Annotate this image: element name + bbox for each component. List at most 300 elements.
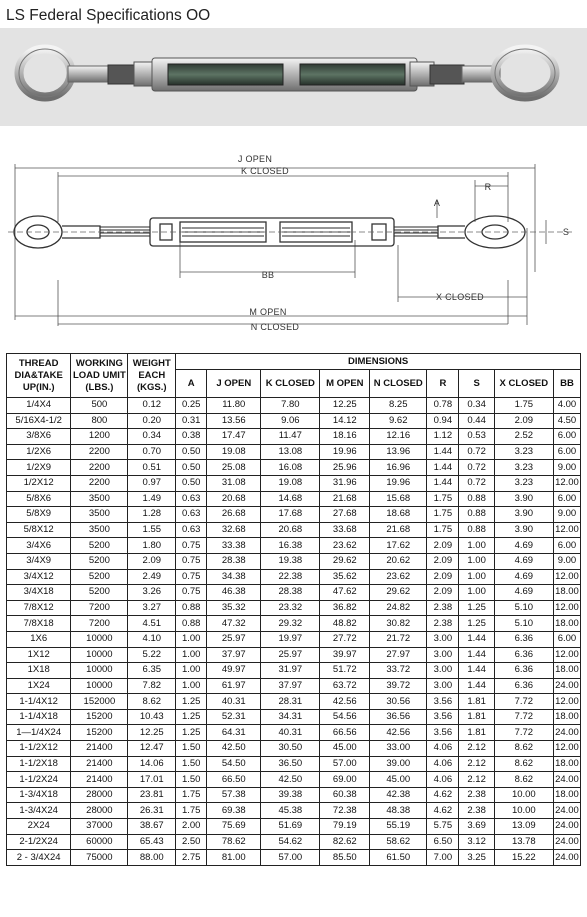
table-cell: 13.09 <box>494 819 553 835</box>
label-m-open: M OPEN <box>249 307 287 317</box>
table-cell: 2.12 <box>459 741 494 757</box>
table-cell: 0.70 <box>128 444 176 460</box>
table-cell: 15.22 <box>494 850 553 866</box>
header-row-1 <box>7 354 581 370</box>
table-cell: 0.34 <box>128 429 176 445</box>
table-cell: 0.88 <box>459 522 494 538</box>
table-cell: 152000 <box>71 694 128 710</box>
table-cell: 1.44 <box>459 663 494 679</box>
table-cell: 3500 <box>71 507 128 523</box>
table-cell: 0.88 <box>176 600 207 616</box>
table-cell: 29.62 <box>370 585 427 601</box>
table-cell: 23.62 <box>320 538 370 554</box>
table-cell: 60000 <box>71 834 128 850</box>
table-cell: 47.32 <box>207 616 261 632</box>
table-cell: 1.75 <box>494 398 553 414</box>
table-cell: 25.08 <box>207 460 261 476</box>
table-cell: 60.38 <box>320 787 370 803</box>
table-cell: 21.68 <box>370 522 427 538</box>
table-cell: 0.63 <box>176 522 207 538</box>
table-row <box>7 709 581 725</box>
table-cell: 51.69 <box>261 819 320 835</box>
table-cell: 20.68 <box>207 491 261 507</box>
table-cell: 1.00 <box>459 585 494 601</box>
table-cell: 65.43 <box>128 834 176 850</box>
table-cell: 20.68 <box>261 522 320 538</box>
table-cell: 61.97 <box>207 678 261 694</box>
header-dim-7: X CLOSED <box>494 370 553 398</box>
table-cell: 1.50 <box>176 741 207 757</box>
table-cell: 0.50 <box>176 460 207 476</box>
table-cell: 0.12 <box>128 398 176 414</box>
table-cell: 39.97 <box>320 647 370 663</box>
table-cell: 12.00 <box>553 694 580 710</box>
table-cell: 14.12 <box>320 413 370 429</box>
header-wll-line-1: WORKING <box>75 357 123 369</box>
table-cell: 1.44 <box>427 444 459 460</box>
header-dim-2: K CLOSED <box>261 370 320 398</box>
table-cell: 6.36 <box>494 631 553 647</box>
table-cell: 20.62 <box>370 553 427 569</box>
header-dimensions: DIMENSIONS <box>176 354 581 370</box>
table-cell: 3/4X12 <box>7 569 71 585</box>
table-cell: 1.28 <box>128 507 176 523</box>
table-cell: 0.88 <box>459 507 494 523</box>
table-cell: 6.00 <box>553 444 580 460</box>
table-cell: 9.00 <box>553 460 580 476</box>
table-cell: 6.00 <box>553 631 580 647</box>
table-cell: 3500 <box>71 491 128 507</box>
table-cell: 4.06 <box>427 772 459 788</box>
header-dim-6: S <box>459 370 494 398</box>
table-cell: 3.26 <box>128 585 176 601</box>
table-cell: 3/4X9 <box>7 553 71 569</box>
label-x-closed: X CLOSED <box>436 292 484 302</box>
header-dim-1: J OPEN <box>207 370 261 398</box>
table-cell: 19.97 <box>261 631 320 647</box>
turnbuckle-photo <box>0 28 587 126</box>
header-thread-line-2: DIA&TAKE <box>14 369 63 381</box>
label-bb: BB <box>261 270 275 280</box>
table-cell: 1.80 <box>128 538 176 554</box>
table-cell: 3.56 <box>427 725 459 741</box>
table-cell: 9.00 <box>553 553 580 569</box>
table-cell: 31.97 <box>261 663 320 679</box>
table-row <box>7 834 581 850</box>
table-cell: 42.50 <box>261 772 320 788</box>
table-cell: 27.97 <box>370 647 427 663</box>
table-cell: 4.69 <box>494 585 553 601</box>
table-cell: 1.44 <box>459 678 494 694</box>
table-cell: 23.62 <box>370 569 427 585</box>
header-weight-line-3: (KGS.) <box>137 381 167 393</box>
table-cell: 69.38 <box>207 803 261 819</box>
table-cell: 1.50 <box>176 756 207 772</box>
table-cell: 1.81 <box>459 694 494 710</box>
table-cell: 54.56 <box>320 709 370 725</box>
table-cell: 1-3/4X18 <box>7 787 71 803</box>
table-cell: 5/8X9 <box>7 507 71 523</box>
table-row <box>7 772 581 788</box>
table-cell: 26.68 <box>207 507 261 523</box>
header-thread-line-1: THREAD <box>18 357 59 369</box>
table-cell: 9.62 <box>370 413 427 429</box>
table-cell: 4.69 <box>494 553 553 569</box>
table-cell: 6.50 <box>427 834 459 850</box>
table-cell: 10000 <box>71 663 128 679</box>
table-row <box>7 647 581 663</box>
table-row <box>7 475 581 491</box>
table-cell: 10000 <box>71 678 128 694</box>
table-cell: 63.72 <box>320 678 370 694</box>
table-cell: 3.69 <box>459 819 494 835</box>
table-cell: 1.25 <box>176 709 207 725</box>
table-cell: 7200 <box>71 600 128 616</box>
table-cell: 58.62 <box>370 834 427 850</box>
table-cell: 64.31 <box>207 725 261 741</box>
table-cell: 1.44 <box>459 631 494 647</box>
table-cell: 3/4X18 <box>7 585 71 601</box>
table-cell: 75.69 <box>207 819 261 835</box>
table-cell: 1—1/4X24 <box>7 725 71 741</box>
table-cell: 0.53 <box>459 429 494 445</box>
table-row <box>7 756 581 772</box>
table-cell: 2.12 <box>459 756 494 772</box>
table-cell: 1/2X12 <box>7 475 71 491</box>
table-cell: 82.62 <box>320 834 370 850</box>
table-cell: 23.81 <box>128 787 176 803</box>
table-cell: 2 - 3/4X24 <box>7 850 71 866</box>
table-cell: 16.38 <box>261 538 320 554</box>
table-cell: 4.06 <box>427 756 459 772</box>
table-cell: 12.00 <box>553 569 580 585</box>
table-cell: 1.00 <box>176 631 207 647</box>
table-cell: 46.38 <box>207 585 261 601</box>
table-cell: 2.52 <box>494 429 553 445</box>
table-cell: 2.38 <box>427 616 459 632</box>
table-cell: 12.00 <box>553 741 580 757</box>
table-cell: 37000 <box>71 819 128 835</box>
table-cell: 2.38 <box>459 803 494 819</box>
table-cell: 19.08 <box>207 444 261 460</box>
table-row <box>7 444 581 460</box>
table-cell: 5/8X12 <box>7 522 71 538</box>
table-cell: 2.38 <box>427 600 459 616</box>
table-row <box>7 460 581 476</box>
table-cell: 0.38 <box>176 429 207 445</box>
table-row <box>7 600 581 616</box>
table-cell: 25.97 <box>207 631 261 647</box>
table-cell: 17.47 <box>207 429 261 445</box>
table-cell: 1.55 <box>128 522 176 538</box>
table-cell: 24.00 <box>553 772 580 788</box>
header-wll-line-2: LOAD UMIT <box>72 369 126 381</box>
table-cell: 2.00 <box>176 819 207 835</box>
table-cell: 21400 <box>71 772 128 788</box>
label-j-open: J OPEN <box>237 154 273 164</box>
header-working-load <box>71 354 128 398</box>
table-cell: 7200 <box>71 616 128 632</box>
table-cell: 800 <box>71 413 128 429</box>
table-cell: 7/8X12 <box>7 600 71 616</box>
table-cell: 0.75 <box>176 553 207 569</box>
table-cell: 2.09 <box>427 569 459 585</box>
table-cell: 19.08 <box>261 475 320 491</box>
table-cell: 72.38 <box>320 803 370 819</box>
table-cell: 35.62 <box>320 569 370 585</box>
table-cell: 10.43 <box>128 709 176 725</box>
header-dim-5: R <box>427 370 459 398</box>
table-cell: 0.34 <box>459 398 494 414</box>
table-row <box>7 803 581 819</box>
table-cell: 1.00 <box>176 663 207 679</box>
table-cell: 1-3/4X24 <box>7 803 71 819</box>
table-cell: 10000 <box>71 647 128 663</box>
table-cell: 52.31 <box>207 709 261 725</box>
table-row <box>7 429 581 445</box>
table-cell: 6.36 <box>494 678 553 694</box>
table-cell: 12.00 <box>553 522 580 538</box>
table-cell: 4.62 <box>427 803 459 819</box>
table-cell: 1.25 <box>176 694 207 710</box>
label-s: S <box>562 227 570 237</box>
table-cell: 1.00 <box>459 569 494 585</box>
table-cell: 1.75 <box>176 787 207 803</box>
label-n-closed: N CLOSED <box>250 322 300 332</box>
table-cell: 0.75 <box>176 585 207 601</box>
table-cell: 17.62 <box>370 538 427 554</box>
table-cell: 12.00 <box>553 600 580 616</box>
table-cell: 1-1/4X12 <box>7 694 71 710</box>
table-cell: 7/8X18 <box>7 616 71 632</box>
table-cell: 1.81 <box>459 725 494 741</box>
table-cell: 24.00 <box>553 819 580 835</box>
table-cell: 4.06 <box>427 741 459 757</box>
table-cell: 42.50 <box>207 741 261 757</box>
table-cell: 0.72 <box>459 460 494 476</box>
table-cell: 3.23 <box>494 460 553 476</box>
table-cell: 37.97 <box>261 678 320 694</box>
table-cell: 0.97 <box>128 475 176 491</box>
table-cell: 42.38 <box>370 787 427 803</box>
table-row <box>7 538 581 554</box>
table-cell: 79.19 <box>320 819 370 835</box>
table-cell: 18.00 <box>553 787 580 803</box>
table-cell: 30.50 <box>261 741 320 757</box>
table-cell: 25.97 <box>261 647 320 663</box>
table-cell: 5.10 <box>494 600 553 616</box>
table-row <box>7 663 581 679</box>
table-cell: 1.75 <box>176 803 207 819</box>
table-cell: 32.68 <box>207 522 261 538</box>
label-k-closed: K CLOSED <box>241 166 289 176</box>
table-cell: 36.56 <box>370 709 427 725</box>
table-cell: 4.69 <box>494 538 553 554</box>
table-cell: 10.00 <box>494 787 553 803</box>
table-cell: 33.38 <box>207 538 261 554</box>
table-cell: 26.31 <box>128 803 176 819</box>
table-cell: 2.75 <box>176 850 207 866</box>
table-row <box>7 553 581 569</box>
table-cell: 27.72 <box>320 631 370 647</box>
table-cell: 6.00 <box>553 491 580 507</box>
table-cell: 0.63 <box>176 507 207 523</box>
table-cell: 31.08 <box>207 475 261 491</box>
table-cell: 15.68 <box>370 491 427 507</box>
table-cell: 1X24 <box>7 678 71 694</box>
table-cell: 21.68 <box>320 491 370 507</box>
table-cell: 1.00 <box>459 538 494 554</box>
table-cell: 11.80 <box>207 398 261 414</box>
table-cell: 6.00 <box>553 429 580 445</box>
table-cell: 3.27 <box>128 600 176 616</box>
table-cell: 14.06 <box>128 756 176 772</box>
table-cell: 13.96 <box>370 444 427 460</box>
table-cell: 22.38 <box>261 569 320 585</box>
table-cell: 0.72 <box>459 475 494 491</box>
table-cell: 5/8X6 <box>7 491 71 507</box>
table-cell: 3.23 <box>494 444 553 460</box>
table-cell: 6.35 <box>128 663 176 679</box>
table-cell: 2.09 <box>427 553 459 569</box>
table-cell: 4.51 <box>128 616 176 632</box>
table-cell: 0.88 <box>459 491 494 507</box>
table-cell: 3.00 <box>427 631 459 647</box>
table-cell: 7.80 <box>261 398 320 414</box>
table-cell: 39.38 <box>261 787 320 803</box>
table-cell: 3.56 <box>427 709 459 725</box>
table-cell: 34.38 <box>207 569 261 585</box>
table-cell: 35.32 <box>207 600 261 616</box>
table-cell: 25.96 <box>320 460 370 476</box>
table-cell: 75000 <box>71 850 128 866</box>
table-cell: 1.75 <box>427 507 459 523</box>
table-cell: 1.00 <box>176 678 207 694</box>
table-cell: 12.47 <box>128 741 176 757</box>
table-cell: 1.44 <box>459 647 494 663</box>
table-cell: 0.31 <box>176 413 207 429</box>
table-row <box>7 678 581 694</box>
table-cell: 19.38 <box>261 553 320 569</box>
table-row <box>7 585 581 601</box>
table-cell: 39.00 <box>370 756 427 772</box>
table-cell: 1.25 <box>176 725 207 741</box>
table-cell: 1X18 <box>7 663 71 679</box>
table-cell: 1.25 <box>459 600 494 616</box>
table-cell: 54.50 <box>207 756 261 772</box>
table-cell: 2.09 <box>494 413 553 429</box>
table-cell: 2.38 <box>459 787 494 803</box>
table-cell: 0.63 <box>176 491 207 507</box>
table-cell: 1.00 <box>176 647 207 663</box>
table-cell: 0.25 <box>176 398 207 414</box>
table-cell: 42.56 <box>370 725 427 741</box>
table-cell: 1/2X9 <box>7 460 71 476</box>
table-cell: 0.78 <box>427 398 459 414</box>
table-cell: 1.49 <box>128 491 176 507</box>
table-cell: 14.68 <box>261 491 320 507</box>
table-cell: 3.12 <box>459 834 494 850</box>
table-cell: 66.56 <box>320 725 370 741</box>
table-cell: 18.00 <box>553 585 580 601</box>
table-cell: 6.00 <box>553 538 580 554</box>
table-cell: 7.72 <box>494 709 553 725</box>
header-wll-line-3: (LBS.) <box>85 381 114 393</box>
table-cell: 12.00 <box>553 475 580 491</box>
table-cell: 19.96 <box>370 475 427 491</box>
table-cell: 28.31 <box>261 694 320 710</box>
table-cell: 16.96 <box>370 460 427 476</box>
table-row <box>7 694 581 710</box>
table-cell: 3.90 <box>494 522 553 538</box>
table-cell: 2.50 <box>176 834 207 850</box>
table-cell: 4.00 <box>553 398 580 414</box>
table-cell: 8.62 <box>494 741 553 757</box>
table-row <box>7 850 581 866</box>
table-cell: 0.88 <box>176 616 207 632</box>
header-dim-8: BB <box>553 370 580 398</box>
table-cell: 37.97 <box>207 647 261 663</box>
header-weight-line-1: WEIGHT <box>132 357 171 369</box>
header-thread-line-3: UP(IN.) <box>22 381 55 393</box>
table-cell: 15200 <box>71 709 128 725</box>
table-row <box>7 522 581 538</box>
specifications-table-body <box>7 398 581 866</box>
table-cell: 85.50 <box>320 850 370 866</box>
table-cell: 7.82 <box>128 678 176 694</box>
table-cell: 13.56 <box>207 413 261 429</box>
table-row <box>7 507 581 523</box>
table-cell: 1.12 <box>427 429 459 445</box>
table-cell: 51.72 <box>320 663 370 679</box>
table-cell: 28000 <box>71 803 128 819</box>
table-cell: 33.72 <box>370 663 427 679</box>
label-r: R <box>484 182 492 192</box>
table-cell: 40.31 <box>261 725 320 741</box>
table-cell: 45.00 <box>320 741 370 757</box>
table-cell: 1.75 <box>427 522 459 538</box>
table-cell: 500 <box>71 398 128 414</box>
table-cell: 11.47 <box>261 429 320 445</box>
table-cell: 2200 <box>71 460 128 476</box>
table-cell: 36.50 <box>261 756 320 772</box>
table-cell: 33.68 <box>320 522 370 538</box>
table-cell: 1-1/2X24 <box>7 772 71 788</box>
table-cell: 0.44 <box>459 413 494 429</box>
table-cell: 49.97 <box>207 663 261 679</box>
table-row <box>7 569 581 585</box>
table-cell: 2200 <box>71 444 128 460</box>
table-cell: 18.00 <box>553 663 580 679</box>
table-cell: 45.00 <box>370 772 427 788</box>
table-cell: 2.49 <box>128 569 176 585</box>
table-cell: 4.62 <box>427 787 459 803</box>
table-cell: 39.72 <box>370 678 427 694</box>
table-cell: 57.38 <box>207 787 261 803</box>
table-cell: 1-1/4X18 <box>7 709 71 725</box>
table-cell: 2.09 <box>128 553 176 569</box>
table-cell: 24.00 <box>553 678 580 694</box>
table-cell: 4.69 <box>494 569 553 585</box>
table-cell: 28.38 <box>207 553 261 569</box>
table-cell: 18.00 <box>553 756 580 772</box>
table-cell: 57.00 <box>261 850 320 866</box>
table-cell: 55.19 <box>370 819 427 835</box>
table-row <box>7 616 581 632</box>
table-cell: 42.56 <box>320 694 370 710</box>
header-dim-0: A <box>176 370 207 398</box>
turnbuckle-dimension-drawing <box>0 140 587 340</box>
